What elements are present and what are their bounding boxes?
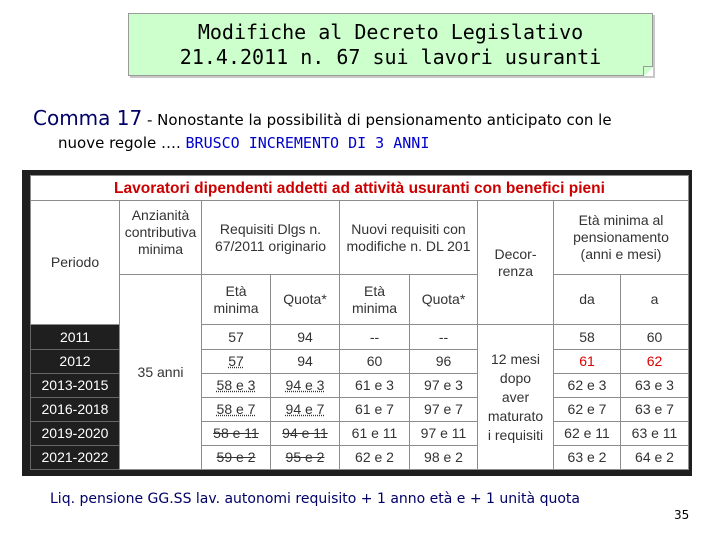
comma-text-1: - Nonostante la possibilità di pensionamento anticipato con le: [142, 111, 612, 129]
cell-req-eta: 58 e 3: [202, 373, 271, 397]
cell-da: 58: [554, 325, 621, 349]
cell-nuovi-eta: --: [340, 325, 410, 349]
comma-label: Comma 17: [33, 106, 143, 130]
year-cell: 2012: [31, 349, 120, 373]
cell-da: 61: [554, 349, 621, 373]
header-decorrenza: Decor- renza: [478, 201, 554, 325]
cell-nuovi-quota: 97 e 11: [410, 421, 478, 445]
comma-text-2: nuove regole ….: [58, 134, 186, 152]
cell-nuovi-quota: 97 e 3: [410, 373, 478, 397]
cell-a: 63 e 3: [621, 373, 689, 397]
table-caption: Lavoratori dipendenti addetti ad attività usuranti con benefici pieni: [31, 176, 689, 201]
comma-paragraph-line-1: [33, 106, 612, 130]
header-anzianita: Anzianità contributiva minima: [120, 201, 202, 275]
cell-req-quota: 94: [271, 349, 340, 373]
header-nuovi-eta: Età minima: [340, 275, 410, 325]
cell-da: 62 e 11: [554, 421, 621, 445]
comma-paragraph-line-2: [58, 134, 429, 152]
header-eta-minima: Età minima al pensionamento (anni e mesi): [554, 201, 689, 275]
year-cell: 2016-2018: [31, 397, 120, 421]
anni-cell: 35 anni: [120, 275, 202, 470]
header-requisiti: Requisiti Dlgs n. 67/2011 originario: [202, 201, 340, 275]
cell-da: 62 e 7: [554, 397, 621, 421]
cell-nuovi-eta: 61 e 11: [340, 421, 410, 445]
cell-req-eta: 59 e 2: [202, 445, 271, 469]
cell-nuovi-quota: 96: [410, 349, 478, 373]
cell-req-eta: 57: [202, 325, 271, 349]
cell-nuovi-eta: 61 e 7: [340, 397, 410, 421]
header-req-eta: Età minima: [202, 275, 271, 325]
cell-a: 64 e 2: [621, 445, 689, 469]
page-number: 35: [674, 508, 690, 522]
cell-a: 63 e 7: [621, 397, 689, 421]
year-cell: 2011: [31, 325, 120, 349]
cell-nuovi-quota: 97 e 7: [410, 397, 478, 421]
cell-da: 62 e 3: [554, 373, 621, 397]
cell-nuovi-eta: 61 e 3: [340, 373, 410, 397]
cell-nuovi-eta: 60: [340, 349, 410, 373]
title-line-2: 21.4.2011 n. 67 sui lavori usuranti: [179, 45, 602, 69]
cell-req-quota: 94: [271, 325, 340, 349]
cell-a: 63 e 11: [621, 421, 689, 445]
year-cell: 2019-2020: [31, 421, 120, 445]
cell-nuovi-quota: --: [410, 325, 478, 349]
cell-da: 63 e 2: [554, 445, 621, 469]
year-cell: 2021-2022: [31, 445, 120, 469]
header-nuovi-requisiti: Nuovi requisiti con modifiche n. DL 201: [340, 201, 478, 275]
cell-req-quota: 94 e 3: [271, 373, 340, 397]
decorrenza-cell: 12 mesi dopo aver maturato i requisiti: [478, 325, 554, 470]
header-da: da: [554, 275, 621, 325]
cell-req-eta: 58 e 11: [202, 421, 271, 445]
header-a: a: [621, 275, 689, 325]
cell-nuovi-quota: 98 e 2: [410, 445, 478, 469]
cell-req-eta: 57: [202, 349, 271, 373]
header-periodo: Periodo: [31, 201, 120, 325]
cell-nuovi-eta: 62 e 2: [340, 445, 410, 469]
header-nuovi-quota: Quota*: [410, 275, 478, 325]
cell-a: 62: [621, 349, 689, 373]
cell-req-eta: 58 e 7: [202, 397, 271, 421]
year-cell: 2013-2015: [31, 373, 120, 397]
cell-req-quota: 94 e 11: [271, 421, 340, 445]
header-req-quota: Quota*: [271, 275, 340, 325]
requirements-table: [30, 175, 689, 470]
cell-req-quota: 94 e 7: [271, 397, 340, 421]
cell-req-quota: 95 e 2: [271, 445, 340, 469]
footer-note: Liq. pensione GG.SS lav. autonomi requisito + 1 anno età e + 1 unità quota: [50, 491, 580, 507]
cell-a: 60: [621, 325, 689, 349]
comma-highlight: BRUSCO INCREMENTO DI 3 ANNI: [185, 134, 430, 152]
dog-ear-decoration: [643, 66, 653, 76]
slide-title: [128, 13, 653, 76]
title-line-1: Modifiche al Decreto Legislativo: [197, 20, 584, 44]
